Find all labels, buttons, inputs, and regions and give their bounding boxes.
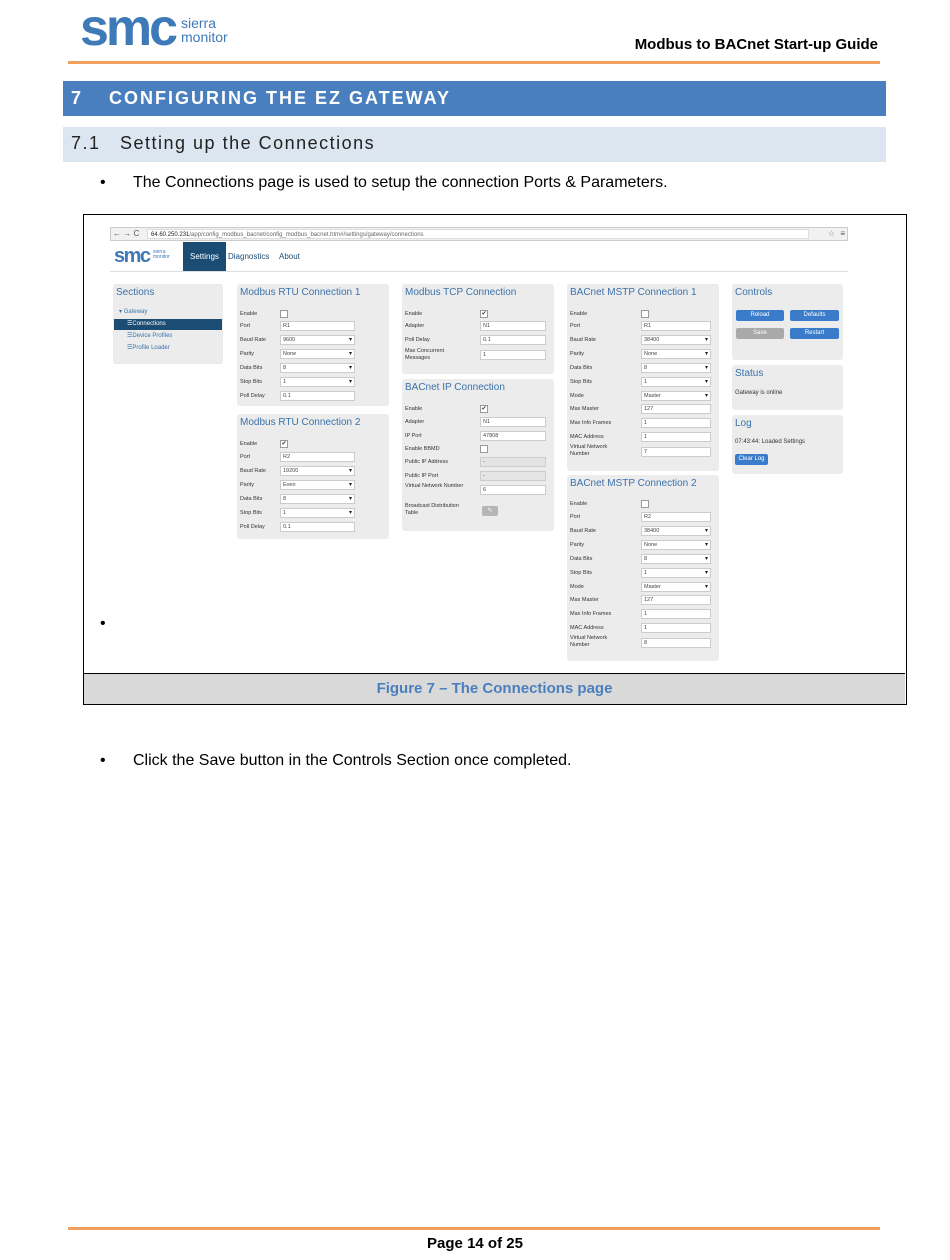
url-path: /app/config_modbus_bacnet/config_modbus_bacnet.htm#/settings/gateway/connections	[189, 232, 424, 238]
rtu2-databits-select[interactable]: 8 ▾	[280, 494, 355, 504]
field-label: Baud Rate	[240, 468, 266, 474]
figure-caption: Figure 7 – The Connections page	[84, 674, 905, 704]
mstp2-mac-input[interactable]: 1	[641, 623, 711, 633]
tcp-title: Modbus TCP Connection	[405, 287, 517, 298]
company-logo	[80, 0, 230, 57]
field-label: Max Info Frames	[570, 611, 612, 617]
bacnet-mstp-1-panel	[567, 284, 719, 471]
bip-enable-checkbox[interactable]: ✔	[481, 406, 487, 412]
mstp1-enable-checkbox[interactable]	[641, 310, 649, 318]
field-label: Enable	[240, 311, 258, 317]
field-label: Data Bits	[570, 556, 593, 562]
rtu2-stopbits-select[interactable]: 1 ▾	[280, 508, 355, 518]
bacnet-ip-panel	[402, 379, 554, 531]
browser-toolbar	[110, 227, 848, 241]
rtu2-baud-select[interactable]: 19200 ▾	[280, 466, 355, 476]
app-logo-sub: sierra monitor	[153, 249, 170, 260]
field-label: Parity	[570, 351, 585, 357]
mstp2-databits-select[interactable]: 8 ▾	[641, 554, 711, 564]
field-label: Mode	[570, 393, 584, 399]
mstp2-title: BACnet MSTP Connection 2	[570, 478, 697, 489]
figure-image	[84, 215, 905, 674]
field-label: Port	[240, 323, 251, 329]
mstp2-parity-select[interactable]: None ▾	[641, 540, 711, 550]
modbus-tcp-panel	[402, 284, 554, 374]
logo-smc-text: smc	[80, 0, 176, 57]
modbus-rtu-1-panel	[237, 284, 389, 406]
rtu1-parity-select[interactable]: None ▾	[280, 349, 355, 359]
bullet-dot: •	[100, 174, 106, 191]
restart-button[interactable]: Restart	[790, 328, 839, 339]
logo-sierra-text: sierra	[181, 15, 217, 31]
status-text: Gateway is online	[735, 390, 783, 396]
rtu1-enable-checkbox[interactable]	[280, 310, 288, 318]
field-label: Broadcast Distribution Table	[405, 503, 459, 516]
field-label: Mode	[570, 584, 584, 590]
field-label: Max Master	[570, 406, 599, 412]
mstp1-baud-select[interactable]: 38400 ▾	[641, 335, 711, 345]
edit-pencil-icon[interactable]: ✎	[482, 506, 498, 516]
field-label: Enable	[405, 406, 423, 412]
field-label: Virtual Network Number	[570, 444, 608, 457]
field-label: Poll Delay	[240, 393, 265, 399]
field-label: Baud Rate	[570, 337, 596, 343]
field-label: Public IP Address	[405, 459, 449, 465]
app-logo	[114, 245, 170, 267]
field-label: Poll Delay	[240, 524, 265, 530]
mstp1-maxmaster-input[interactable]: 127	[641, 404, 711, 414]
document-title: Modbus to BACnet Start-up Guide	[634, 36, 878, 53]
mstp1-mac-input[interactable]: 1	[641, 432, 711, 442]
field-label: Enable BBMD	[405, 446, 440, 452]
bip-publicip-input[interactable]: -	[480, 457, 546, 467]
reload-button[interactable]: Reload	[736, 310, 784, 321]
section-heading	[63, 81, 886, 116]
mstp1-maxinfo-input[interactable]: 1	[641, 418, 711, 428]
rtu2-port-input[interactable]: R2	[280, 452, 355, 462]
mstp1-title: BACnet MSTP Connection 1	[570, 287, 697, 298]
field-label: Port	[570, 514, 581, 520]
address-bar[interactable]	[147, 229, 809, 239]
mstp2-enable-checkbox[interactable]	[641, 500, 649, 508]
mstp1-vnn-input[interactable]: 7	[641, 447, 711, 457]
section-title: CONFIGURING THE EZ GATEWAY	[109, 88, 452, 108]
sections-panel	[113, 284, 223, 364]
field-label: Port	[570, 323, 581, 329]
mstp2-port-input[interactable]: R2	[641, 512, 711, 522]
controls-title: Controls	[735, 287, 773, 298]
status-panel	[732, 365, 843, 410]
subsection-title: Setting up the Connections	[120, 133, 376, 153]
field-label: Adapter	[405, 419, 425, 425]
tab-about[interactable]: About	[279, 252, 300, 261]
field-label: Poll Delay	[405, 337, 430, 343]
save-button[interactable]: Save	[736, 328, 784, 339]
connections-screenshot	[110, 227, 848, 667]
field-label: IP Port	[405, 433, 422, 439]
field-label: Stop Bits	[240, 379, 263, 385]
field-label: MAC Address	[570, 434, 604, 440]
log-panel	[732, 415, 843, 474]
field-label: Data Bits	[570, 365, 593, 371]
tcp-enable-checkbox[interactable]: ✔	[481, 311, 487, 317]
field-label: Data Bits	[240, 365, 263, 371]
tab-diagnostics[interactable]: Diagnostics	[228, 252, 270, 261]
logo-monitor-text: monitor	[181, 29, 228, 45]
mstp1-stopbits-select[interactable]: 1 ▾	[641, 377, 711, 387]
field-label: Stop Bits	[570, 379, 593, 385]
controls-panel	[732, 284, 843, 360]
rtu2-enable-checkbox[interactable]: ✔	[281, 441, 287, 447]
figure-box	[83, 214, 907, 705]
mstp2-mode-select[interactable]: Master ▾	[641, 582, 711, 592]
tcp-polldelay-input[interactable]: 0.1	[480, 335, 546, 345]
bullet-text: Click the Save button in the Controls Section once completed.	[133, 752, 572, 769]
rtu1-databits-select[interactable]: 8 ▾	[280, 363, 355, 373]
field-label: Max Master	[570, 597, 599, 603]
sidebar-item-gateway[interactable]: ▾ Gateway	[119, 309, 148, 315]
defaults-button[interactable]: Defaults	[790, 310, 839, 321]
field-label: Data Bits	[240, 496, 263, 502]
bip-publicport-input[interactable]: -	[480, 471, 546, 481]
field-label: Enable	[405, 311, 423, 317]
field-label: Stop Bits	[240, 510, 263, 516]
mstp2-maxinfo-input[interactable]: 1	[641, 609, 711, 619]
footer-rule	[68, 1227, 880, 1230]
field-label: Parity	[570, 542, 585, 548]
section-number: 7	[71, 88, 84, 108]
bip-vnn-input[interactable]: 6	[480, 485, 546, 495]
status-title: Status	[735, 368, 764, 379]
rtu1-polldelay-input[interactable]: 0.1	[280, 391, 355, 401]
bip-ipport-input[interactable]: 47808	[480, 431, 546, 441]
bip-adapter-input[interactable]: N1	[480, 417, 546, 427]
field-label: Baud Rate	[240, 337, 266, 343]
modbus-rtu-2-panel	[237, 414, 389, 539]
field-label: Adapter	[405, 323, 425, 329]
bacnet-mstp-2-panel	[567, 475, 719, 661]
header-rule	[68, 61, 880, 64]
field-label: Parity	[240, 482, 255, 488]
mstp2-maxmaster-input[interactable]: 127	[641, 595, 711, 605]
url-host: 64.60.250.231	[151, 232, 190, 238]
bullet-text: The Connections page is used to setup the connection Ports & Parameters.	[133, 174, 668, 191]
page-number: Page 14 of 25	[427, 1235, 523, 1252]
rtu1-baud-select[interactable]: 9600 ▾	[280, 335, 355, 345]
app-header	[110, 242, 848, 272]
tab-settings[interactable]: Settings	[183, 242, 226, 271]
mstp1-databits-select[interactable]: 8 ▾	[641, 363, 711, 373]
field-label: Enable	[570, 311, 588, 317]
browser-nav-icons[interactable]: ← → C	[113, 229, 140, 238]
rtu1-stopbits-select[interactable]: 1 ▾	[280, 377, 355, 387]
clear-log-button[interactable]: Clear Log	[735, 454, 768, 465]
bip-title: BACnet IP Connection	[405, 382, 505, 393]
rtu1-port-input[interactable]: R1	[280, 321, 355, 331]
subsection-heading	[63, 127, 886, 162]
tcp-maxmsg-input[interactable]: 1	[480, 350, 546, 360]
mstp2-vnn-input[interactable]: 8	[641, 638, 711, 648]
field-label: Virtual Network Number	[405, 483, 464, 489]
subsection-number: 7.1	[71, 133, 101, 153]
field-label: Enable	[570, 501, 588, 507]
log-title: Log	[735, 418, 752, 429]
browser-menu-icon[interactable]: ≡	[840, 229, 845, 238]
mstp2-stopbits-select[interactable]: 1 ▾	[641, 568, 711, 578]
sidebar-item-connections[interactable]: ☰Connections	[114, 319, 222, 330]
mstp1-mode-select[interactable]: Master ▾	[641, 391, 711, 401]
field-label: Stop Bits	[570, 570, 593, 576]
mstp1-parity-select[interactable]: None ▾	[641, 349, 711, 359]
sidebar-item-profile-loader[interactable]: ☰Profile Loader	[127, 345, 170, 351]
rtu2-parity-select[interactable]: Even ▾	[280, 480, 355, 490]
rtu2-title: Modbus RTU Connection 2	[240, 417, 361, 428]
sections-title: Sections	[116, 287, 155, 298]
bip-bbmd-checkbox[interactable]	[480, 445, 488, 453]
field-label: Enable	[240, 441, 258, 447]
field-label: Virtual Network Number	[570, 635, 608, 648]
field-label: Max Concurrent Messages	[405, 348, 445, 361]
mstp1-port-input[interactable]: R1	[641, 321, 711, 331]
app-logo-text: smc	[114, 245, 150, 267]
bookmark-star-icon[interactable]: ☆	[827, 229, 835, 238]
bullet-dot: •	[100, 752, 106, 769]
log-text: 07:43:44: Loaded Settings	[735, 439, 806, 445]
field-label: Max Info Frames	[570, 420, 612, 426]
rtu1-title: Modbus RTU Connection 1	[240, 287, 361, 298]
rtu2-polldelay-input[interactable]: 0.1	[280, 522, 355, 532]
field-label: Public IP Port	[405, 473, 439, 479]
field-label: MAC Address	[570, 625, 604, 631]
mstp2-baud-select[interactable]: 38400 ▾	[641, 526, 711, 536]
bullet-dot: •	[100, 615, 106, 632]
field-label: Parity	[240, 351, 255, 357]
tcp-adapter-input[interactable]: N1	[480, 321, 546, 331]
sidebar-item-device-profiles[interactable]: ☰Device Profiles	[127, 333, 173, 339]
field-label: Port	[240, 454, 251, 460]
field-label: Baud Rate	[570, 528, 596, 534]
